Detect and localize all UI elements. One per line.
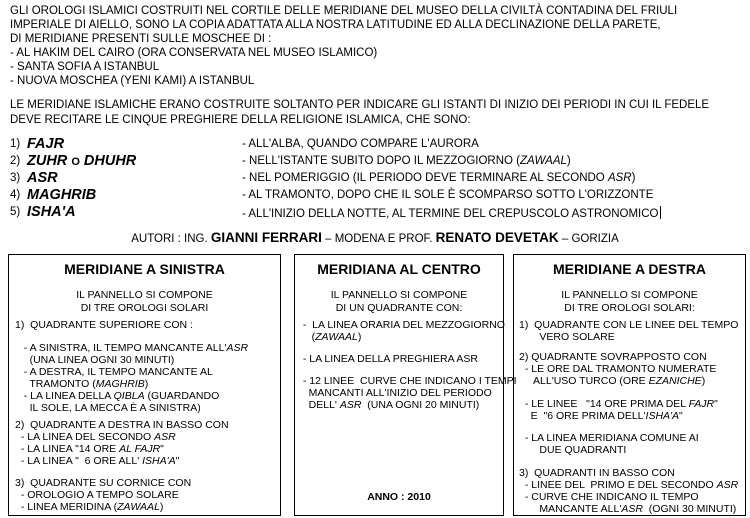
- prayer-desc-text: - ALL'INIZIO DELLA NOTTE, AL TERMINE DEL CREPUSCOLO ASTRONOMICO: [242, 208, 659, 220]
- left-panel-box: [8, 254, 281, 516]
- prayer-desc-text: - NEL POMERIGGIO (IL PERIODO DEVE TERMINARE AL SECONDO: [242, 172, 608, 184]
- prayer-name-secondary: DHUHR: [83, 153, 137, 169]
- text-cursor: [660, 206, 661, 219]
- prayer-name-primary: ZUHR: [27, 153, 68, 169]
- text-line: E "6 ORE PRIMA DELL'ISHA'A": [519, 410, 683, 422]
- text-line: - LA LINEA DELLA PREGHIERA ASR: [297, 353, 478, 365]
- text-line: DUE QUADRANTI: [519, 444, 627, 456]
- text-line: 2) QUADRANTE SOVRAPPOSTO CON: [519, 351, 707, 363]
- prayer-number: 3): [10, 172, 21, 184]
- prayer-number: 2): [10, 155, 21, 167]
- prayer-number: 5): [10, 206, 21, 218]
- year-label: ANNO : 2010: [367, 491, 431, 503]
- intro-line: - AL HAKIM DEL CAIRO (ORA CONSERVATA NEL MUSEO ISLAMICO): [10, 47, 378, 59]
- text-line: - A DESTRA, IL TEMPO MANCANTE AL: [15, 366, 213, 378]
- subtitle-line: IL PANNELLO SI COMPONE: [561, 289, 698, 301]
- center-panel-title: MERIDIANA AL CENTRO: [317, 261, 481, 277]
- prayer-item: [10, 136, 740, 153]
- subtitle-line: IL PANNELLO SI COMPONE: [76, 289, 213, 301]
- prayer-description: [242, 172, 635, 184]
- prayer-desc-text: - NELL'ISTANTE SUBITO DOPO IL MEZZOGIORNO (: [242, 155, 521, 167]
- prayers-list: [10, 136, 740, 221]
- text-line: 1) QUADRANTE SUPERIORE CON :: [15, 319, 193, 331]
- text-line: 3) QUADRANTE SU CORNICE CON: [15, 477, 192, 489]
- text-line: IL SOLE, LA MECCA È A SINISTRA): [15, 402, 201, 414]
- text-line: - LA LINEA DEL SECONDO ASR: [15, 431, 176, 443]
- text-line: - LE ORE DAL TRAMONTO NUMERATE: [519, 363, 717, 375]
- prayer-name-connector: O: [71, 156, 80, 168]
- subtitle-line: DI TRE OROLOGI SOLARI: [80, 302, 209, 314]
- text-line: - 12 LINEE CURVE CHE INDICANO I TEMPI: [297, 375, 517, 387]
- purpose-line: LE MERIDIANE ISLAMICHE ERANO COSTRUITE SOLTANTO PER INDICARE GLI ISTANTI DI INIZIO DEI PERIODI IN CUI IL FEDELE: [10, 99, 710, 111]
- text-line: 2) QUADRANTE A DESTRA IN BASSO CON: [15, 419, 229, 431]
- left-panel-subtitle: [9, 289, 280, 315]
- text-line: - OROLOGIO A TEMPO SOLARE: [15, 489, 179, 501]
- author-place: – MODENA E PROF.: [325, 233, 433, 245]
- author-name: RENATO DEVETAK: [435, 230, 559, 245]
- subtitle-line: DI TRE OROLOGI SOLARI:: [564, 302, 695, 314]
- subtitle-line: IL PANNELLO SI COMPONE: [330, 289, 468, 301]
- prayer-description: - AL TRAMONTO, DOPO CHE IL SOLE È SCOMPARSO SOTTO L'ORIZZONTE: [242, 189, 654, 201]
- authors-prefix: AUTORI : ING.: [131, 233, 208, 245]
- prayer-item: [10, 153, 740, 170]
- intro-line: IMPERIALE DI AIELLO, SONO LA COPIA ADATTATA ALLA NOSTRA LATITUDINE ED ALLA DECLINAZIONE DELLA PARETE,: [10, 19, 661, 31]
- text-line: DELL' ASR (UNA OGNI 20 MINUTI): [297, 399, 480, 411]
- prayer-item: [10, 170, 740, 187]
- purpose-paragraph: [10, 98, 709, 128]
- prayer-description: - ALL'ALBA, QUANDO COMPARE L'AURORA: [242, 138, 479, 150]
- intro-line: DI MERIDIANE PRESENTI SULLE MOSCHEE DI :: [10, 33, 272, 45]
- text-line: 3) QUADRANTI IN BASSO CON: [519, 467, 675, 479]
- prayer-name: [27, 153, 136, 169]
- authors-line: [0, 230, 750, 245]
- text-line: - LE LINEE "14 ORE PRIMA DEL FAJR": [519, 398, 718, 410]
- prayer-desc-text: ): [631, 172, 636, 184]
- author-name: GIANNI FERRARI: [210, 230, 322, 245]
- center-panel-subtitle: [295, 289, 503, 315]
- text-line: - LINEE DEL PRIMO E DEL SECONDO ASR: [519, 479, 739, 491]
- text-line: - LA LINEA "14 ORE AL FAJR": [15, 443, 164, 455]
- prayer-name: FAJR: [27, 136, 65, 152]
- prayer-name: ASR: [27, 170, 58, 186]
- right-panel-subtitle: [514, 289, 745, 315]
- text-line: TRAMONTO (MAGHRIB): [15, 378, 149, 390]
- text-line: VERO SOLARE: [519, 331, 615, 343]
- text-line: - CURVE CHE INDICANO IL TEMPO: [519, 491, 699, 503]
- prayer-name: ISHA'A: [27, 204, 76, 220]
- intro-paragraph: [10, 4, 745, 88]
- prayer-number: 1): [10, 138, 21, 150]
- text-line: - LA LINEA ORARIA DEL MEZZOGIORNO: [297, 319, 505, 331]
- intro-line: GLI OROLOGI ISLAMICI COSTRUITI NEL CORTILE DELLE MERIDIANE DEL MUSEO DELLA CIVILTÀ CONTADINA DEL FRIULI: [10, 5, 678, 17]
- subtitle-line: DI UN QUADRANTE CON:: [335, 302, 463, 314]
- text-line: - LA LINEA DELLA QIBLA (GUARDANDO: [15, 390, 220, 402]
- center-panel-box: [294, 254, 517, 516]
- prayer-desc-text: ): [566, 155, 571, 167]
- prayer-name: MAGHRIB: [27, 187, 97, 203]
- prayer-item: [10, 187, 740, 204]
- text-line: MANCANTI ALL'INIZIO DEL PERIODO: [297, 387, 492, 399]
- text-line: MANCANTE ALL'ASR (OGNI 30 MINUTI): [519, 503, 737, 515]
- prayer-number: 4): [10, 189, 21, 201]
- right-panel-box: [513, 254, 746, 516]
- prayer-description: [242, 155, 571, 167]
- prayer-item: [10, 204, 740, 221]
- prayer-desc-term: ZAWAAL: [520, 155, 567, 167]
- prayer-description: [242, 206, 661, 220]
- intro-line: - SANTA SOFIA A ISTANBUL: [10, 61, 160, 73]
- text-line: - LA LINEA MERIDIANA COMUNE AI: [519, 432, 699, 444]
- right-panel-title: MERIDIANE A DESTRA: [553, 261, 706, 277]
- purpose-line: DEVE RECITARE LE CINQUE PREGHIERE DELLA RELIGIONE ISLAMICA, CHE SONO:: [10, 114, 471, 126]
- text-line: (ZAWAAL): [297, 331, 362, 343]
- left-panel-title: MERIDIANE A SINISTRA: [64, 261, 225, 277]
- author-place: – GORIZIA: [561, 233, 619, 245]
- prayer-desc-term: ASR: [607, 172, 632, 184]
- text-line: 1) QUADRANTE CON LE LINEE DEL TEMPO: [519, 319, 739, 331]
- intro-line: - NUOVA MOSCHEA (YENI KAMI) A ISTANBUL: [10, 75, 255, 87]
- text-line: - A SINISTRA, IL TEMPO MANCANTE ALL'ASR: [15, 342, 249, 354]
- text-line: - LINEA MERIDINA (ZAWAAL): [15, 501, 164, 513]
- text-line: ALL'USO TURCO (ORE EZANICHE): [519, 375, 706, 387]
- text-line: - LA LINEA " 6 ORE ALL' ISHA'A": [15, 455, 180, 467]
- text-line: (UNA LINEA OGNI 30 MINUTI): [15, 354, 175, 366]
